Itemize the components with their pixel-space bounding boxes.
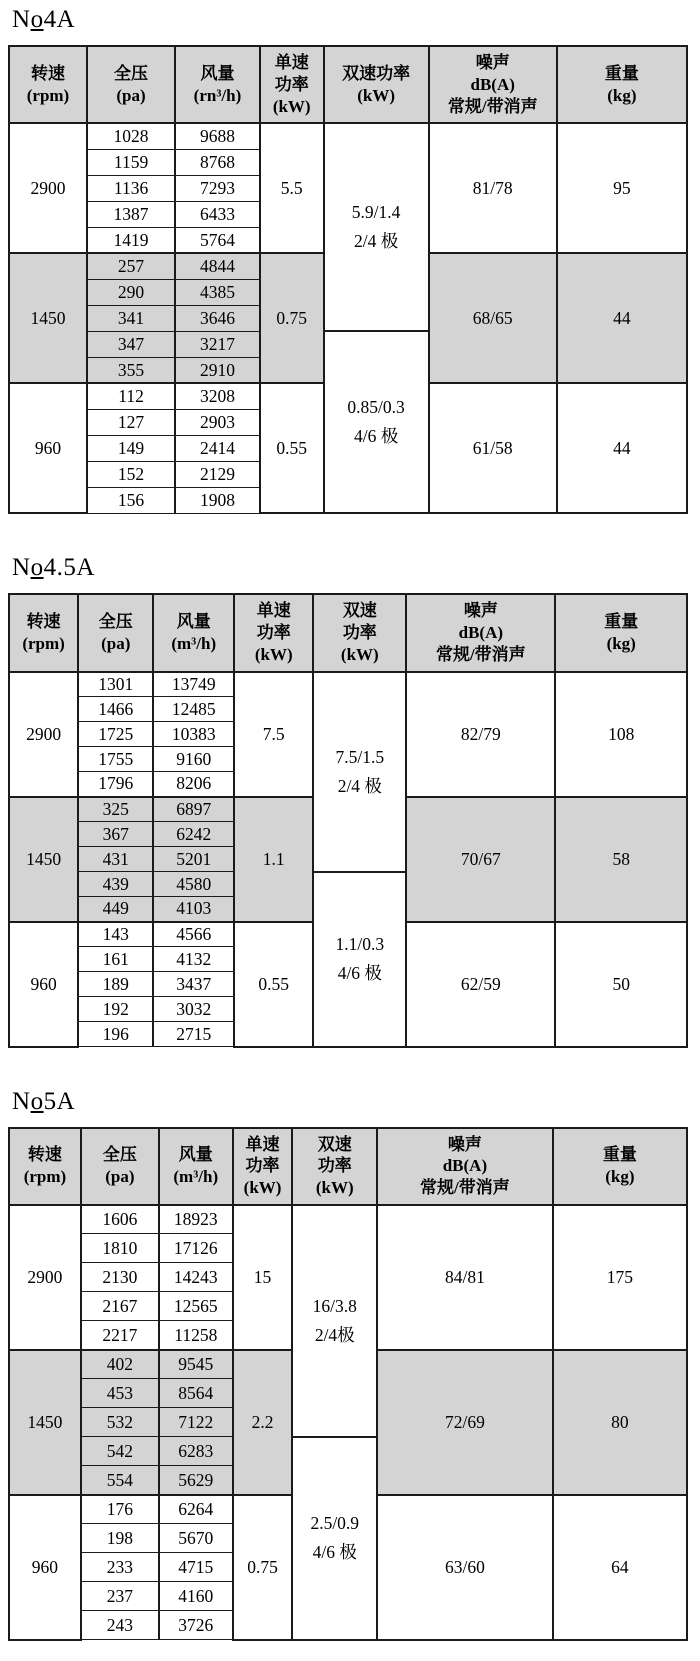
table-row <box>9 1205 687 1234</box>
airflow-cell: 3217 <box>175 331 260 357</box>
column-header: 转速 (rpm) <box>9 1128 81 1205</box>
title-rest: 4A <box>43 6 76 33</box>
airflow-cell: 3646 <box>175 305 260 331</box>
pressure-cell: 161 <box>78 947 153 972</box>
title-underlined-letter: o <box>30 6 44 33</box>
airflow-cell: 2903 <box>175 409 260 435</box>
title-prefix: N <box>12 554 31 582</box>
airflow-cell: 9545 <box>159 1350 233 1379</box>
pressure-cell: 367 <box>78 822 153 847</box>
single-power-cell: 1.1 <box>234 797 313 922</box>
airflow-cell: 2715 <box>153 1022 234 1047</box>
airflow-cell: 9688 <box>175 123 260 149</box>
rpm-cell: 960 <box>9 1495 81 1640</box>
pressure-cell: 1301 <box>78 672 153 697</box>
airflow-cell: 5629 <box>159 1466 233 1495</box>
pressure-cell: 402 <box>81 1350 159 1379</box>
airflow-cell: 6242 <box>153 822 234 847</box>
airflow-cell: 17126 <box>159 1234 233 1263</box>
pressure-cell: 233 <box>81 1553 159 1582</box>
airflow-cell: 4132 <box>153 947 234 972</box>
column-header: 转速 (rpm) <box>9 594 78 671</box>
airflow-cell: 13749 <box>153 672 234 697</box>
dual-power-cell: 7.5/1.5 2/4 极 <box>313 672 406 872</box>
column-header: 风量 (rn³/h) <box>175 46 260 123</box>
pressure-cell: 257 <box>87 253 175 279</box>
weight-cell: 95 <box>557 123 687 253</box>
airflow-cell: 8768 <box>175 149 260 175</box>
column-header: 全压 (pa) <box>87 46 175 123</box>
pressure-cell: 355 <box>87 357 175 383</box>
weight-cell: 44 <box>557 383 687 513</box>
pressure-cell: 1606 <box>81 1205 159 1234</box>
noise-cell: 72/69 <box>377 1350 553 1495</box>
pressure-cell: 237 <box>81 1582 159 1611</box>
airflow-cell: 2910 <box>175 357 260 383</box>
pressure-cell: 1725 <box>78 722 153 747</box>
column-header: 单速 功率 (kW) <box>260 46 324 123</box>
column-header: 双速 功率 (kW) <box>313 594 406 671</box>
pressure-cell: 1028 <box>87 123 175 149</box>
weight-cell: 44 <box>557 253 687 383</box>
single-power-cell: 7.5 <box>234 672 313 797</box>
rpm-cell: 960 <box>9 383 87 513</box>
pressure-cell: 1755 <box>78 747 153 772</box>
pressure-cell: 554 <box>81 1466 159 1495</box>
pressure-cell: 149 <box>87 435 175 461</box>
noise-cell: 82/79 <box>406 672 555 797</box>
airflow-cell: 18923 <box>159 1205 233 1234</box>
pressure-cell: 2217 <box>81 1321 159 1350</box>
pressure-cell: 152 <box>87 461 175 487</box>
column-header: 重量 (kg) <box>557 46 687 123</box>
column-header: 噪声 dB(A) 常规/带消声 <box>406 594 555 671</box>
pressure-cell: 1466 <box>78 697 153 722</box>
pressure-cell: 196 <box>78 1022 153 1047</box>
pressure-cell: 341 <box>87 305 175 331</box>
pressure-cell: 1796 <box>78 772 153 797</box>
airflow-cell: 9160 <box>153 747 234 772</box>
column-header: 重量 (kg) <box>555 594 687 671</box>
weight-cell: 80 <box>553 1350 687 1495</box>
pressure-cell: 198 <box>81 1524 159 1553</box>
weight-cell: 64 <box>553 1495 687 1640</box>
airflow-cell: 1908 <box>175 487 260 513</box>
spec-table-no4-5a <box>8 593 688 1047</box>
pressure-cell: 1159 <box>87 149 175 175</box>
airflow-cell: 10383 <box>153 722 234 747</box>
airflow-cell: 3437 <box>153 972 234 997</box>
column-header: 噪声 dB(A) 常规/带消声 <box>377 1128 553 1205</box>
airflow-cell: 6283 <box>159 1437 233 1466</box>
weight-cell: 50 <box>555 922 687 1047</box>
pressure-cell: 176 <box>81 1495 159 1524</box>
weight-cell: 58 <box>555 797 687 922</box>
airflow-cell: 5670 <box>159 1524 233 1553</box>
pressure-cell: 532 <box>81 1408 159 1437</box>
pressure-cell: 449 <box>78 897 153 922</box>
airflow-cell: 12485 <box>153 697 234 722</box>
single-power-cell: 0.55 <box>260 383 324 513</box>
table-row <box>9 672 687 697</box>
table-row <box>9 123 687 149</box>
pressure-cell: 1419 <box>87 227 175 253</box>
airflow-cell: 4580 <box>153 872 234 897</box>
title-prefix: N <box>12 6 31 33</box>
dual-power-cell: 5.9/1.4 2/4 极 <box>324 123 429 331</box>
pressure-cell: 143 <box>78 922 153 947</box>
column-header: 全压 (pa) <box>81 1128 159 1205</box>
dual-power-cell: 1.1/0.3 4/6 极 <box>313 872 406 1047</box>
title-underlined-letter: o <box>30 1087 44 1115</box>
noise-cell: 61/58 <box>429 383 557 513</box>
dual-power-cell: 2.5/0.9 4/6 极 <box>292 1437 377 1640</box>
column-header: 单速 功率 (kW) <box>233 1128 293 1205</box>
rpm-cell: 1450 <box>9 253 87 383</box>
pressure-cell: 439 <box>78 872 153 897</box>
single-power-cell: 0.75 <box>233 1495 293 1640</box>
airflow-cell: 14243 <box>159 1263 233 1292</box>
airflow-cell: 12565 <box>159 1292 233 1321</box>
pressure-cell: 112 <box>87 383 175 409</box>
noise-cell: 81/78 <box>429 123 557 253</box>
column-header: 双速功率 (kW) <box>324 46 429 123</box>
column-header: 噪声 dB(A) 常规/带消声 <box>429 46 557 123</box>
rpm-cell: 2900 <box>9 672 78 797</box>
pressure-cell: 156 <box>87 487 175 513</box>
airflow-cell: 4385 <box>175 279 260 305</box>
airflow-cell: 3208 <box>175 383 260 409</box>
title-prefix: N <box>12 1087 31 1115</box>
pressure-cell: 192 <box>78 997 153 1022</box>
airflow-cell: 4160 <box>159 1582 233 1611</box>
airflow-cell: 4844 <box>175 253 260 279</box>
column-header: 重量 (kg) <box>553 1128 687 1205</box>
rpm-cell: 1450 <box>9 1350 81 1495</box>
weight-cell: 175 <box>553 1205 687 1350</box>
title-rest: 5A <box>43 1087 76 1115</box>
airflow-cell: 3726 <box>159 1611 233 1640</box>
airflow-cell: 11258 <box>159 1321 233 1350</box>
pressure-cell: 2130 <box>81 1263 159 1292</box>
rpm-cell: 1450 <box>9 797 78 922</box>
noise-cell: 68/65 <box>429 253 557 383</box>
pressure-cell: 243 <box>81 1611 159 1640</box>
airflow-cell: 6264 <box>159 1495 233 1524</box>
pressure-cell: 453 <box>81 1379 159 1408</box>
noise-cell: 70/67 <box>406 797 555 922</box>
section-title-no4-5a <box>12 554 692 582</box>
spec-table-no5a <box>8 1127 688 1641</box>
title-rest: 4.5A <box>43 554 95 582</box>
pressure-cell: 1136 <box>87 175 175 201</box>
weight-cell: 108 <box>555 672 687 797</box>
pressure-cell: 347 <box>87 331 175 357</box>
column-header: 转速 (rpm) <box>9 46 87 123</box>
spec-table-no4a <box>8 45 688 514</box>
airflow-cell: 7122 <box>159 1408 233 1437</box>
pressure-cell: 189 <box>78 972 153 997</box>
column-header: 风量 (m³/h) <box>153 594 234 671</box>
airflow-cell: 4566 <box>153 922 234 947</box>
single-power-cell: 2.2 <box>233 1350 293 1495</box>
dual-power-cell: 16/3.8 2/4极 <box>292 1205 377 1437</box>
airflow-cell: 5201 <box>153 847 234 872</box>
airflow-cell: 8206 <box>153 772 234 797</box>
single-power-cell: 15 <box>233 1205 293 1350</box>
single-power-cell: 0.75 <box>260 253 324 383</box>
pressure-cell: 290 <box>87 279 175 305</box>
spec-section-no4-5a <box>8 554 692 1047</box>
section-title-no4a <box>12 6 692 34</box>
rpm-cell: 2900 <box>9 123 87 253</box>
airflow-cell: 2129 <box>175 461 260 487</box>
column-header: 单速 功率 (kW) <box>234 594 313 671</box>
pressure-cell: 1810 <box>81 1234 159 1263</box>
column-header: 全压 (pa) <box>78 594 153 671</box>
single-power-cell: 5.5 <box>260 123 324 253</box>
pressure-cell: 542 <box>81 1437 159 1466</box>
airflow-cell: 4715 <box>159 1553 233 1582</box>
pressure-cell: 127 <box>87 409 175 435</box>
header-row <box>9 594 687 671</box>
noise-cell: 84/81 <box>377 1205 553 1350</box>
column-header: 风量 (m³/h) <box>159 1128 233 1205</box>
airflow-cell: 5764 <box>175 227 260 253</box>
rpm-cell: 2900 <box>9 1205 81 1350</box>
pressure-cell: 325 <box>78 797 153 822</box>
header-row <box>9 46 687 123</box>
airflow-cell: 3032 <box>153 997 234 1022</box>
pressure-cell: 431 <box>78 847 153 872</box>
dual-power-cell: 0.85/0.3 4/6 极 <box>324 331 429 513</box>
noise-cell: 63/60 <box>377 1495 553 1640</box>
title-underlined-letter: o <box>30 554 44 582</box>
airflow-cell: 8564 <box>159 1379 233 1408</box>
spec-section-no5a <box>8 1088 692 1641</box>
header-row <box>9 1128 687 1205</box>
airflow-cell: 6433 <box>175 201 260 227</box>
section-title-no5a <box>12 1088 692 1116</box>
single-power-cell: 0.55 <box>234 922 313 1047</box>
airflow-cell: 6897 <box>153 797 234 822</box>
airflow-cell: 2414 <box>175 435 260 461</box>
airflow-cell: 4103 <box>153 897 234 922</box>
spec-section-no4a <box>8 6 692 514</box>
column-header: 双速 功率 (kW) <box>292 1128 377 1205</box>
airflow-cell: 7293 <box>175 175 260 201</box>
pressure-cell: 1387 <box>87 201 175 227</box>
noise-cell: 62/59 <box>406 922 555 1047</box>
rpm-cell: 960 <box>9 922 78 1047</box>
pressure-cell: 2167 <box>81 1292 159 1321</box>
